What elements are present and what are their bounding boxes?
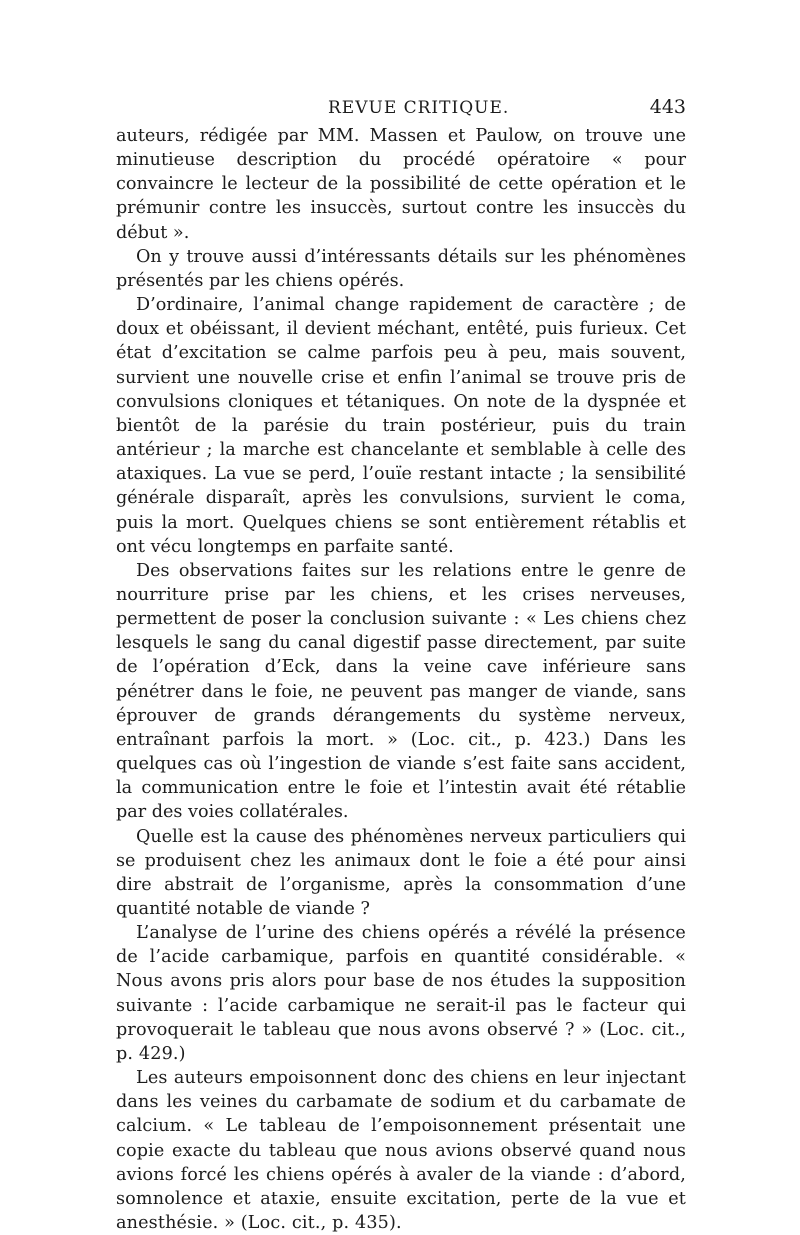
paragraph-continuation: auteurs, rédigée par MM. Massen et Paulow, on trouve une minutieuse description du procédé opératoire « pour convaincre le lecteur de la possibilité de cette opération et le prémunir contre les insuccès, surtout contre les insuccès du début ». [116, 126, 686, 243]
paragraph: Des observations faites sur les relations entre le genre de nourriture prise par les chiens, et les crises nerveuses, permettent de poser la conclusion suivante : « Les chiens chez lesquels le sang du canal digestif passe directement, par suite de l’opération d’Eck, dans la veine cave inférieure sans pénétrer dans le foie, ne peuvent pas manger de viande, sans éprouver de grands dérangements du système nerveux, entraînant parfois la mort. » (Loc. cit., p. 423.) Dans les quelques cas où l’ingestion de viande s’est faite sans accident, la communication entre le foie et l’intestin avait été rétablie par des voies collatérales. [116, 560, 686, 823]
body-text [116, 124, 686, 1235]
paragraph: Quelle est la cause des phénomènes nerveux particuliers qui se produisent chez les animaux dont le foie a été pour ainsi dire abstrait de l’organisme, après la consommation d’une quantité notable de viande ? [116, 826, 686, 919]
paragraph: L’analyse de l’urine des chiens opérés a révélé la présence de l’acide carbamique, parfois en quantité considérable. « Nous avons pris alors pour base de nos études la supposition suivante : l’acide carbamique ne serait-il pas le facteur qui provoquerait le tableau que nous avons observé ? » (Loc. cit., p. 429.) [116, 923, 686, 1064]
paragraph: Les auteurs empoisonnent donc des chiens en leur injectant dans les veines du carbamate de sodium et du carbamate de calcium. « Le tableau de l’empoisonnement présentait une copie exacte du tableau que nous avions observé quand nous avions forcé les chiens opérés à avaler de la viande : d’abord, somnolence et ataxie, ensuite excitation, perte de la vue et anesthésie. » (Loc. cit., p. 435). [116, 1068, 686, 1234]
running-title: REVUE CRITIQUE. [328, 98, 510, 118]
running-head [116, 98, 686, 124]
book-page [116, 98, 686, 1235]
paragraph: D’ordinaire, l’animal change rapidement de caractère ; de doux et obéissant, il devient méchant, entêté, puis furieux. Cet état d’excitation se calme parfois peu à peu, mais souvent, survient une nouvelle crise et enfin l’animal se trouve pris de convulsions cloniques et tétaniques. On note de la dyspnée et bientôt de la parésie du train postérieur, puis du train antérieur ; la marche est chancelante et semblable à celle des ataxiques. La vue se perd, l’ouïe restant intacte ; la sensibilité générale disparaît, après les convulsions, survient le coma, puis la mort. Quelques chiens se sont entièrement rétablis et ont vécu longtemps en parfaite santé. [116, 295, 686, 557]
page-number: 443 [649, 96, 686, 118]
paragraph: On y trouve aussi d’intéressants détails sur les phénomènes présentés par les chiens opérés. [116, 246, 686, 291]
